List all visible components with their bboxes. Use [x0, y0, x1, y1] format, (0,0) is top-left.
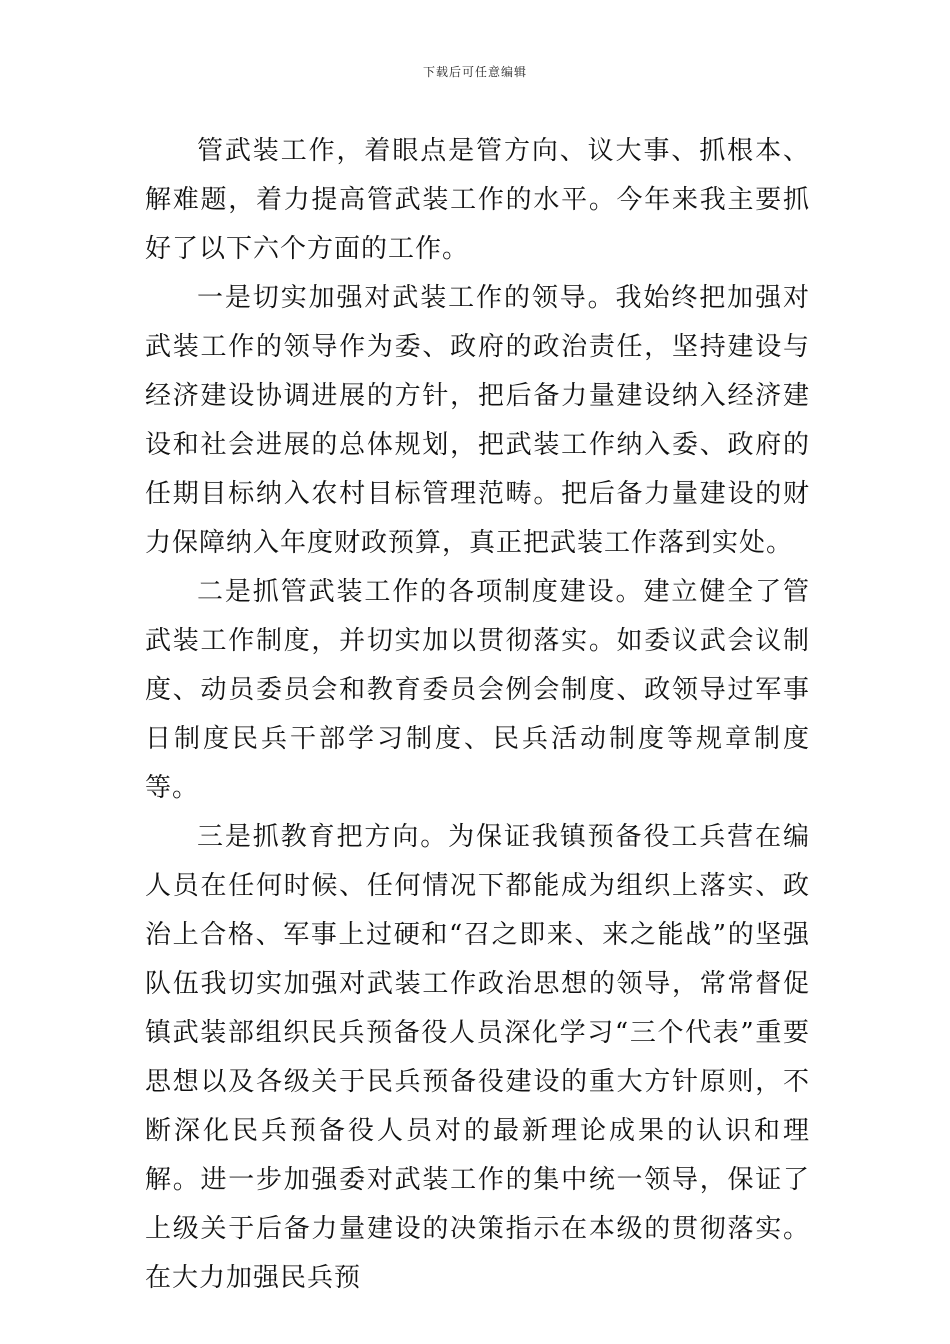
document-body	[145, 127, 810, 1303]
paragraph-4: 三是抓教育把方向。为保证我镇预备役工兵营在编人员在任何时候、任何情况下都能成为组织上落实、政治上合格、军事上过硬和“召之即来、来之能战”的坚强队伍我切实加强对武装工作政治思想的领导，常常督促镇武装部组织民兵预备役人员深化学习“三个代表”重要思想以及各级关于民兵预备役建设的重大方针原则，不断深化民兵预备役人员对的最新理论成果的认识和理解。进一步加强委对武装工作的集中统一领导，保证了上级关于后备力量建设的决策指示在本级的贯彻落实。在大力加强民兵预	[145, 822, 810, 1293]
paragraph-2: 一是切实加强对武装工作的领导。我始终把加强对武装工作的领导作为委、政府的政治责任，坚持建设与经济建设协调进展的方针，把后备力量建设纳入经济建设和社会进展的总体规划，把武装工作纳入委、政府的任期目标纳入农村目标管理范畴。把后备力量建设的财力保障纳入年度财政预算，真正把武装工作落到实处。	[145, 283, 810, 558]
paragraph-1: 管武装工作，着眼点是管方向、议大事、抓根本、解难题，着力提高管武装工作的水平。今年来我主要抓好了以下六个方面的工作。	[145, 136, 810, 264]
page-header: 下载后可任意编辑	[422, 65, 527, 79]
paragraph-3: 二是抓管武装工作的各项制度建设。建立健全了管武装工作制度，并切实加以贯彻落实。如委议武会议制度、动员委员会和教育委员会例会制度、政领导过军事日制度民兵干部学习制度、民兵活动制度等规章制度等。	[145, 577, 810, 803]
